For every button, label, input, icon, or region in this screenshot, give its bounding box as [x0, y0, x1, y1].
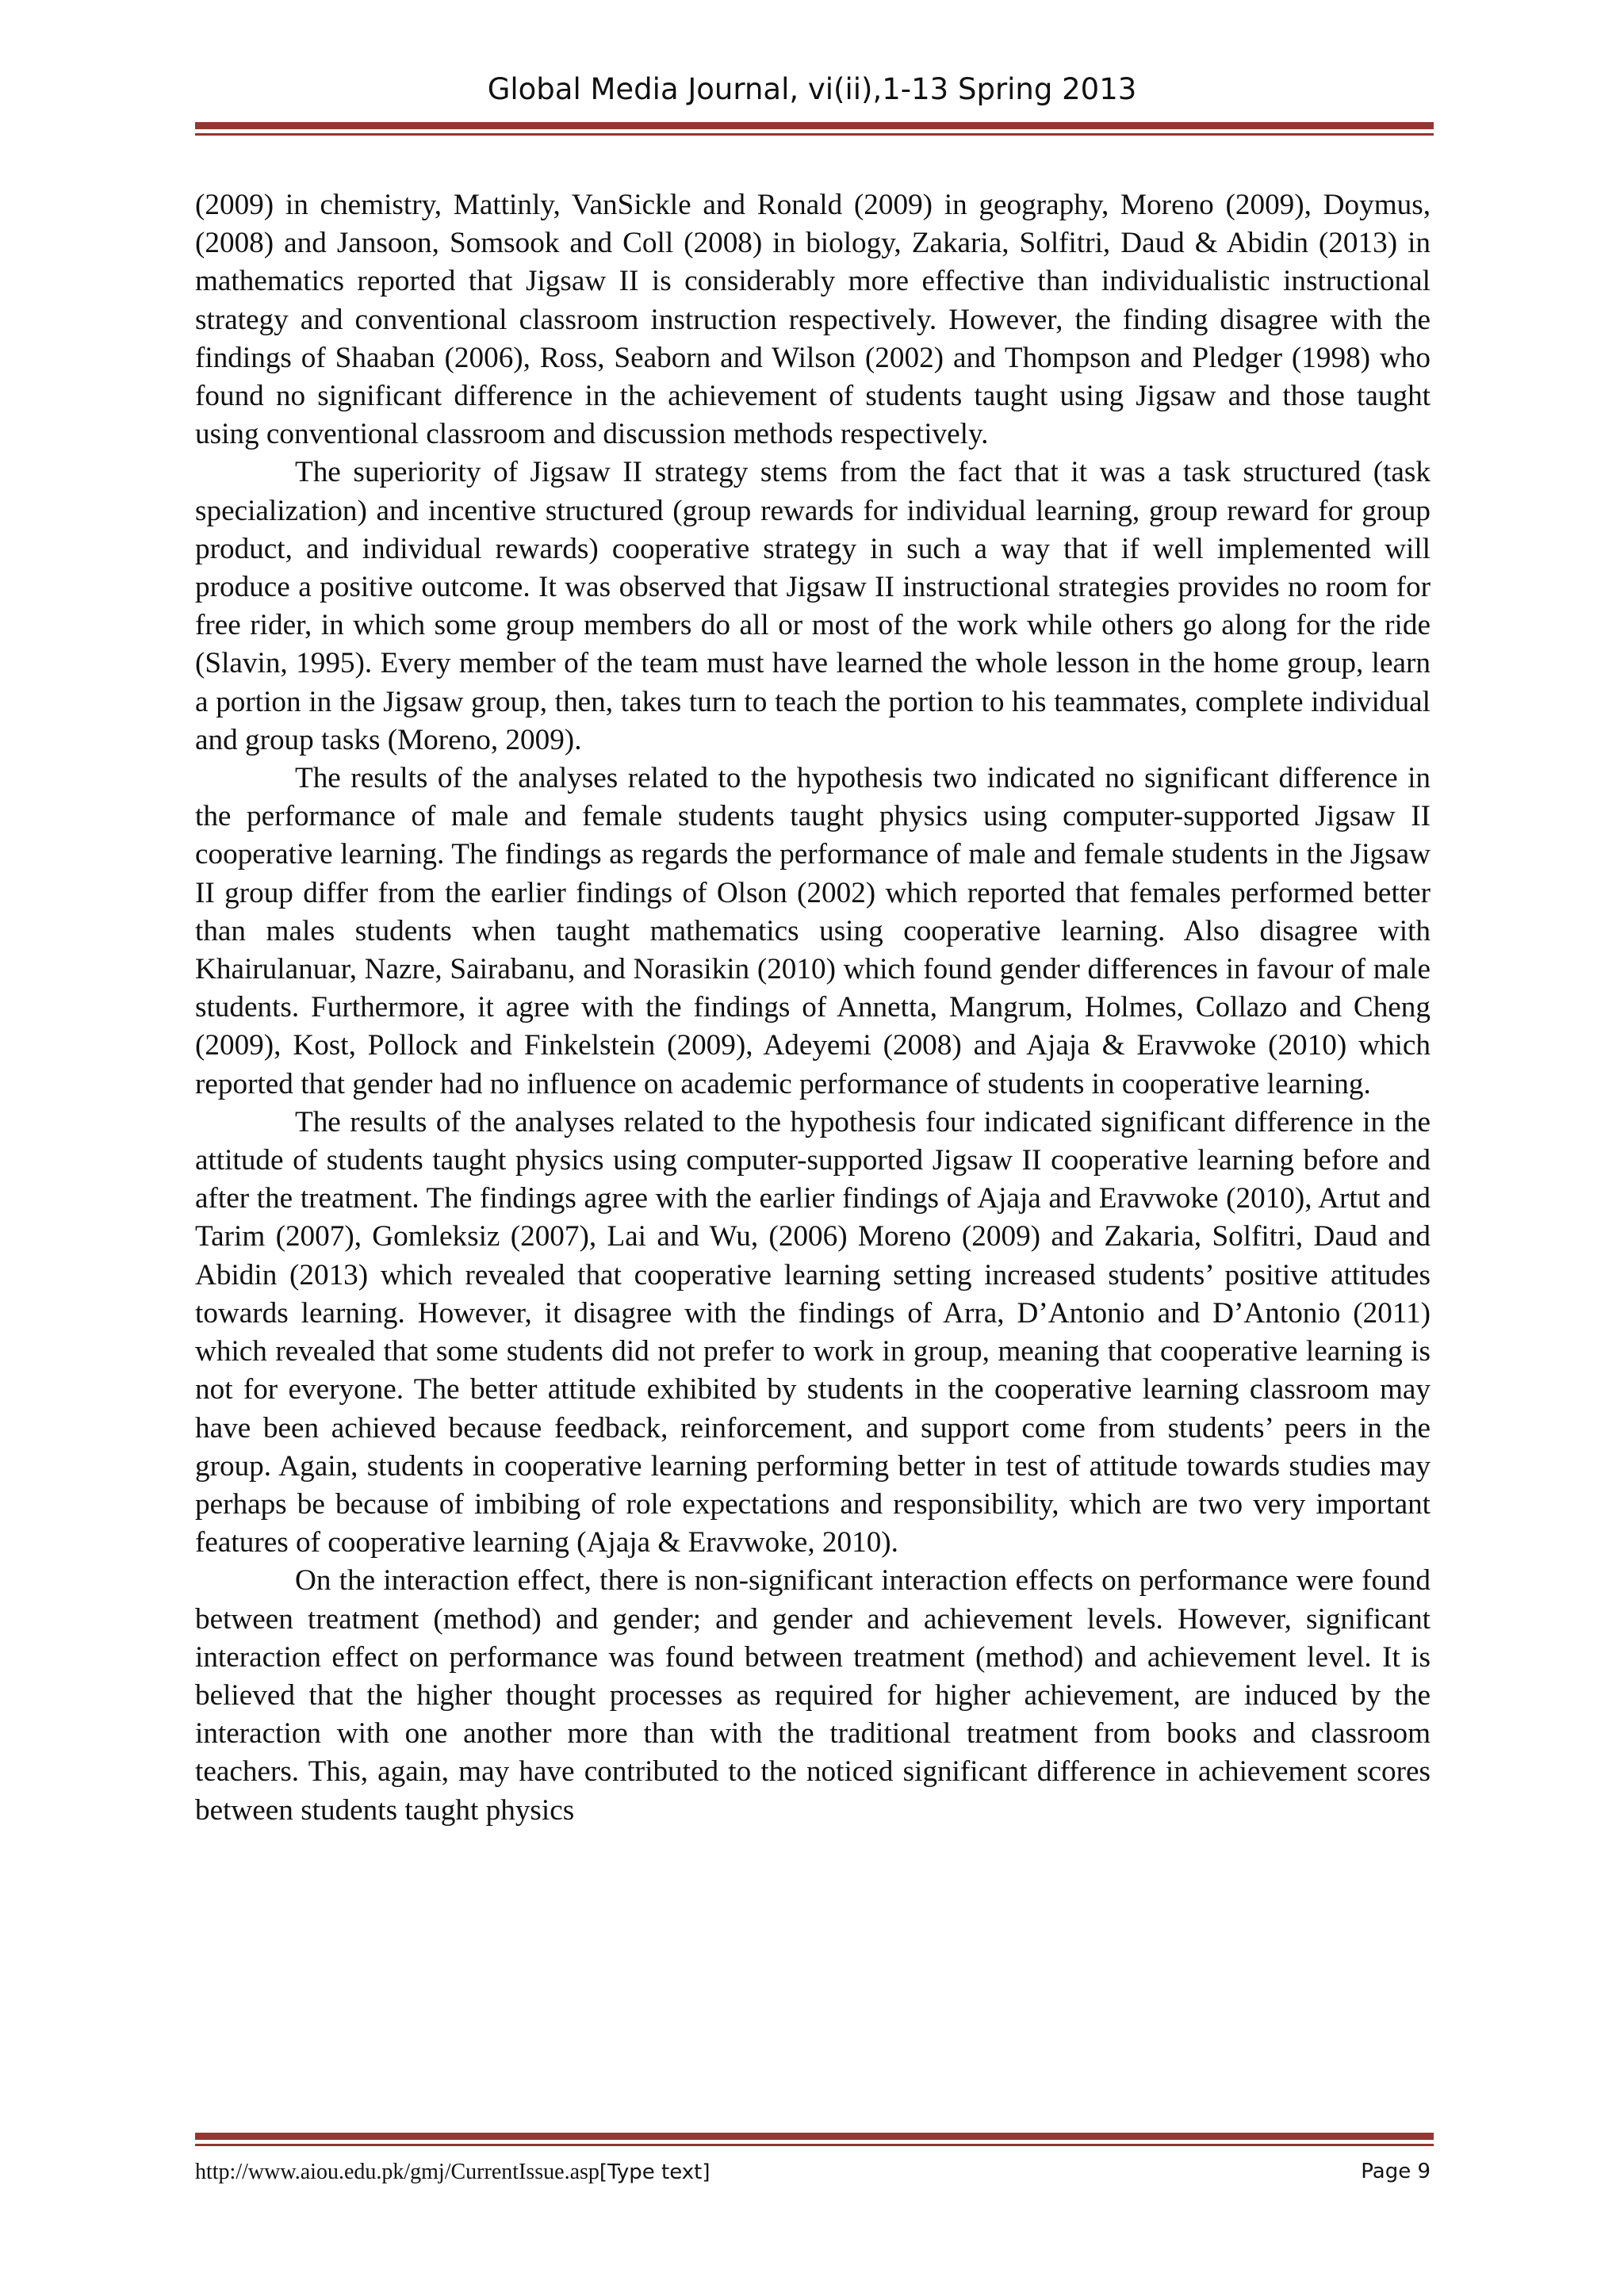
paragraph-1: (2009) in chemistry, Mattinly, VanSickle and Ronald (2009) in geography, Moreno (2009), Doymus, (2008) and Jansoon, Somsook and Coll (2008) in biology, Zakaria, Solfitri, Daud & Abidin (2013) in mathematics reported that Jigsaw II is considerably more effective than individualistic instructional strategy and conventional classroom instruction respectively. However, the finding disagree with the findings of Shaaban (2006), Ross, Seaborn and Wilson (2002) and Thompson and Pledger (1998) who found no significant difference in the achievement of students taught using Jigsaw and those taught using conventional classroom and discussion methods respectively.: [195, 189, 1431, 451]
paragraph-4: The results of the analyses related to the hypothesis four indicated significant difference in the attitude of students taught physics using computer-supported Jigsaw II cooperative learning before and after the treatment. The findings agree with the earlier findings of Ajaja and Eravwoke (2010), Artut and Tarim (2007), Gomleksiz (2007), Lai and Wu, (2006) Moreno (2009) and Zakaria, Solfitri, Daud and Abidin (2013) which revealed that cooperative learning setting increased students’ positive attitudes towards learning. However, it disagree with the findings of Arra, D’Antonio and D’Antonio (2011) which revealed that some students did not prefer to work in group, meaning that cooperative learning is not for everyone. The better attitude exhibited by students in the cooperative learning classroom may have been achieved because feedback, reinforcement, and support come from students’ peers in the group. Again, students in cooperative learning performing better in test of attitude towards studies may perhaps be because of imbibing of role expectations and responsibility, which are two very important features of cooperative learning (Ajaja & Eravwoke, 2010).: [195, 1105, 1431, 1559]
paragraph-5: On the interaction effect, there is non-significant interaction effects on performance were found between treatment (method) and gender; and gender and achievement levels. However, significant interaction effect on performance was found between treatment (method) and achievement level. It is believed that the higher thought processes as required for higher achievement, are induced by the interaction with one another more than with the traditional treatment from books and classroom teachers. This, again, may have contributed to the noticed significant difference in achievement scores between students taught physics: [195, 1564, 1431, 1827]
running-header: Global Media Journal, vi(ii),1-13 Spring 2013: [487, 72, 1137, 106]
page-footer: [195, 2160, 1431, 2191]
header-rule-thick: [195, 122, 1434, 129]
paragraph-3: The results of the analyses related to the hypothesis two indicated no significant difference in the performance of male and female students taught physics using computer-supported Jigsaw II cooperative learning. The findings as regards the performance of male and female students in the Jigsaw II group differ from the earlier findings of Olson (2002) which reported that females performed better than males students when taught mathematics using cooperative learning. Also disagree with Khairulanuar, Nazre, Sairabanu, and Norasikin (2010) which found gender differences in favour of male students. Furthermore, it agree with the findings of Annetta, Mangrum, Holmes, Collazo and Cheng (2009), Kost, Pollock and Finkelstein (2009), Adeyemi (2008) and Ajaja & Eravwoke (2010) which reported that gender had no influence on academic performance of students in cooperative learning.: [195, 762, 1431, 1100]
footer-url-line: [195, 2160, 710, 2185]
footer-rule-thin: [195, 2144, 1434, 2146]
footer-url-link[interactable]: http://www.aiou.edu.pk/gmj/CurrentIssue.asp: [195, 2160, 599, 2184]
page-number: Page 9: [1361, 2160, 1431, 2183]
footer-placeholder: [Type text]: [599, 2160, 710, 2184]
body-text: [195, 186, 1431, 1830]
header-rule-thin: [195, 133, 1434, 136]
paragraph-2: The superiority of Jigsaw II strategy stems from the fact that it was a task structured (task specialization) and incentive structured (group rewards for individual learning, group reward for group product, and individual rewards) cooperative strategy in such a way that if well implemented will produce a positive outcome. It was observed that Jigsaw II instructional strategies provides no room for free rider, in which some group members do all or most of the work while others go along for the ride (Slavin, 1995). Every member of the team must have learned the whole lesson in the home group, learn a portion in the Jigsaw group, then, takes turn to teach the portion to his teammates, complete individual and group tasks (Moreno, 2009).: [195, 456, 1431, 756]
footer-rule-thick: [195, 2133, 1434, 2140]
